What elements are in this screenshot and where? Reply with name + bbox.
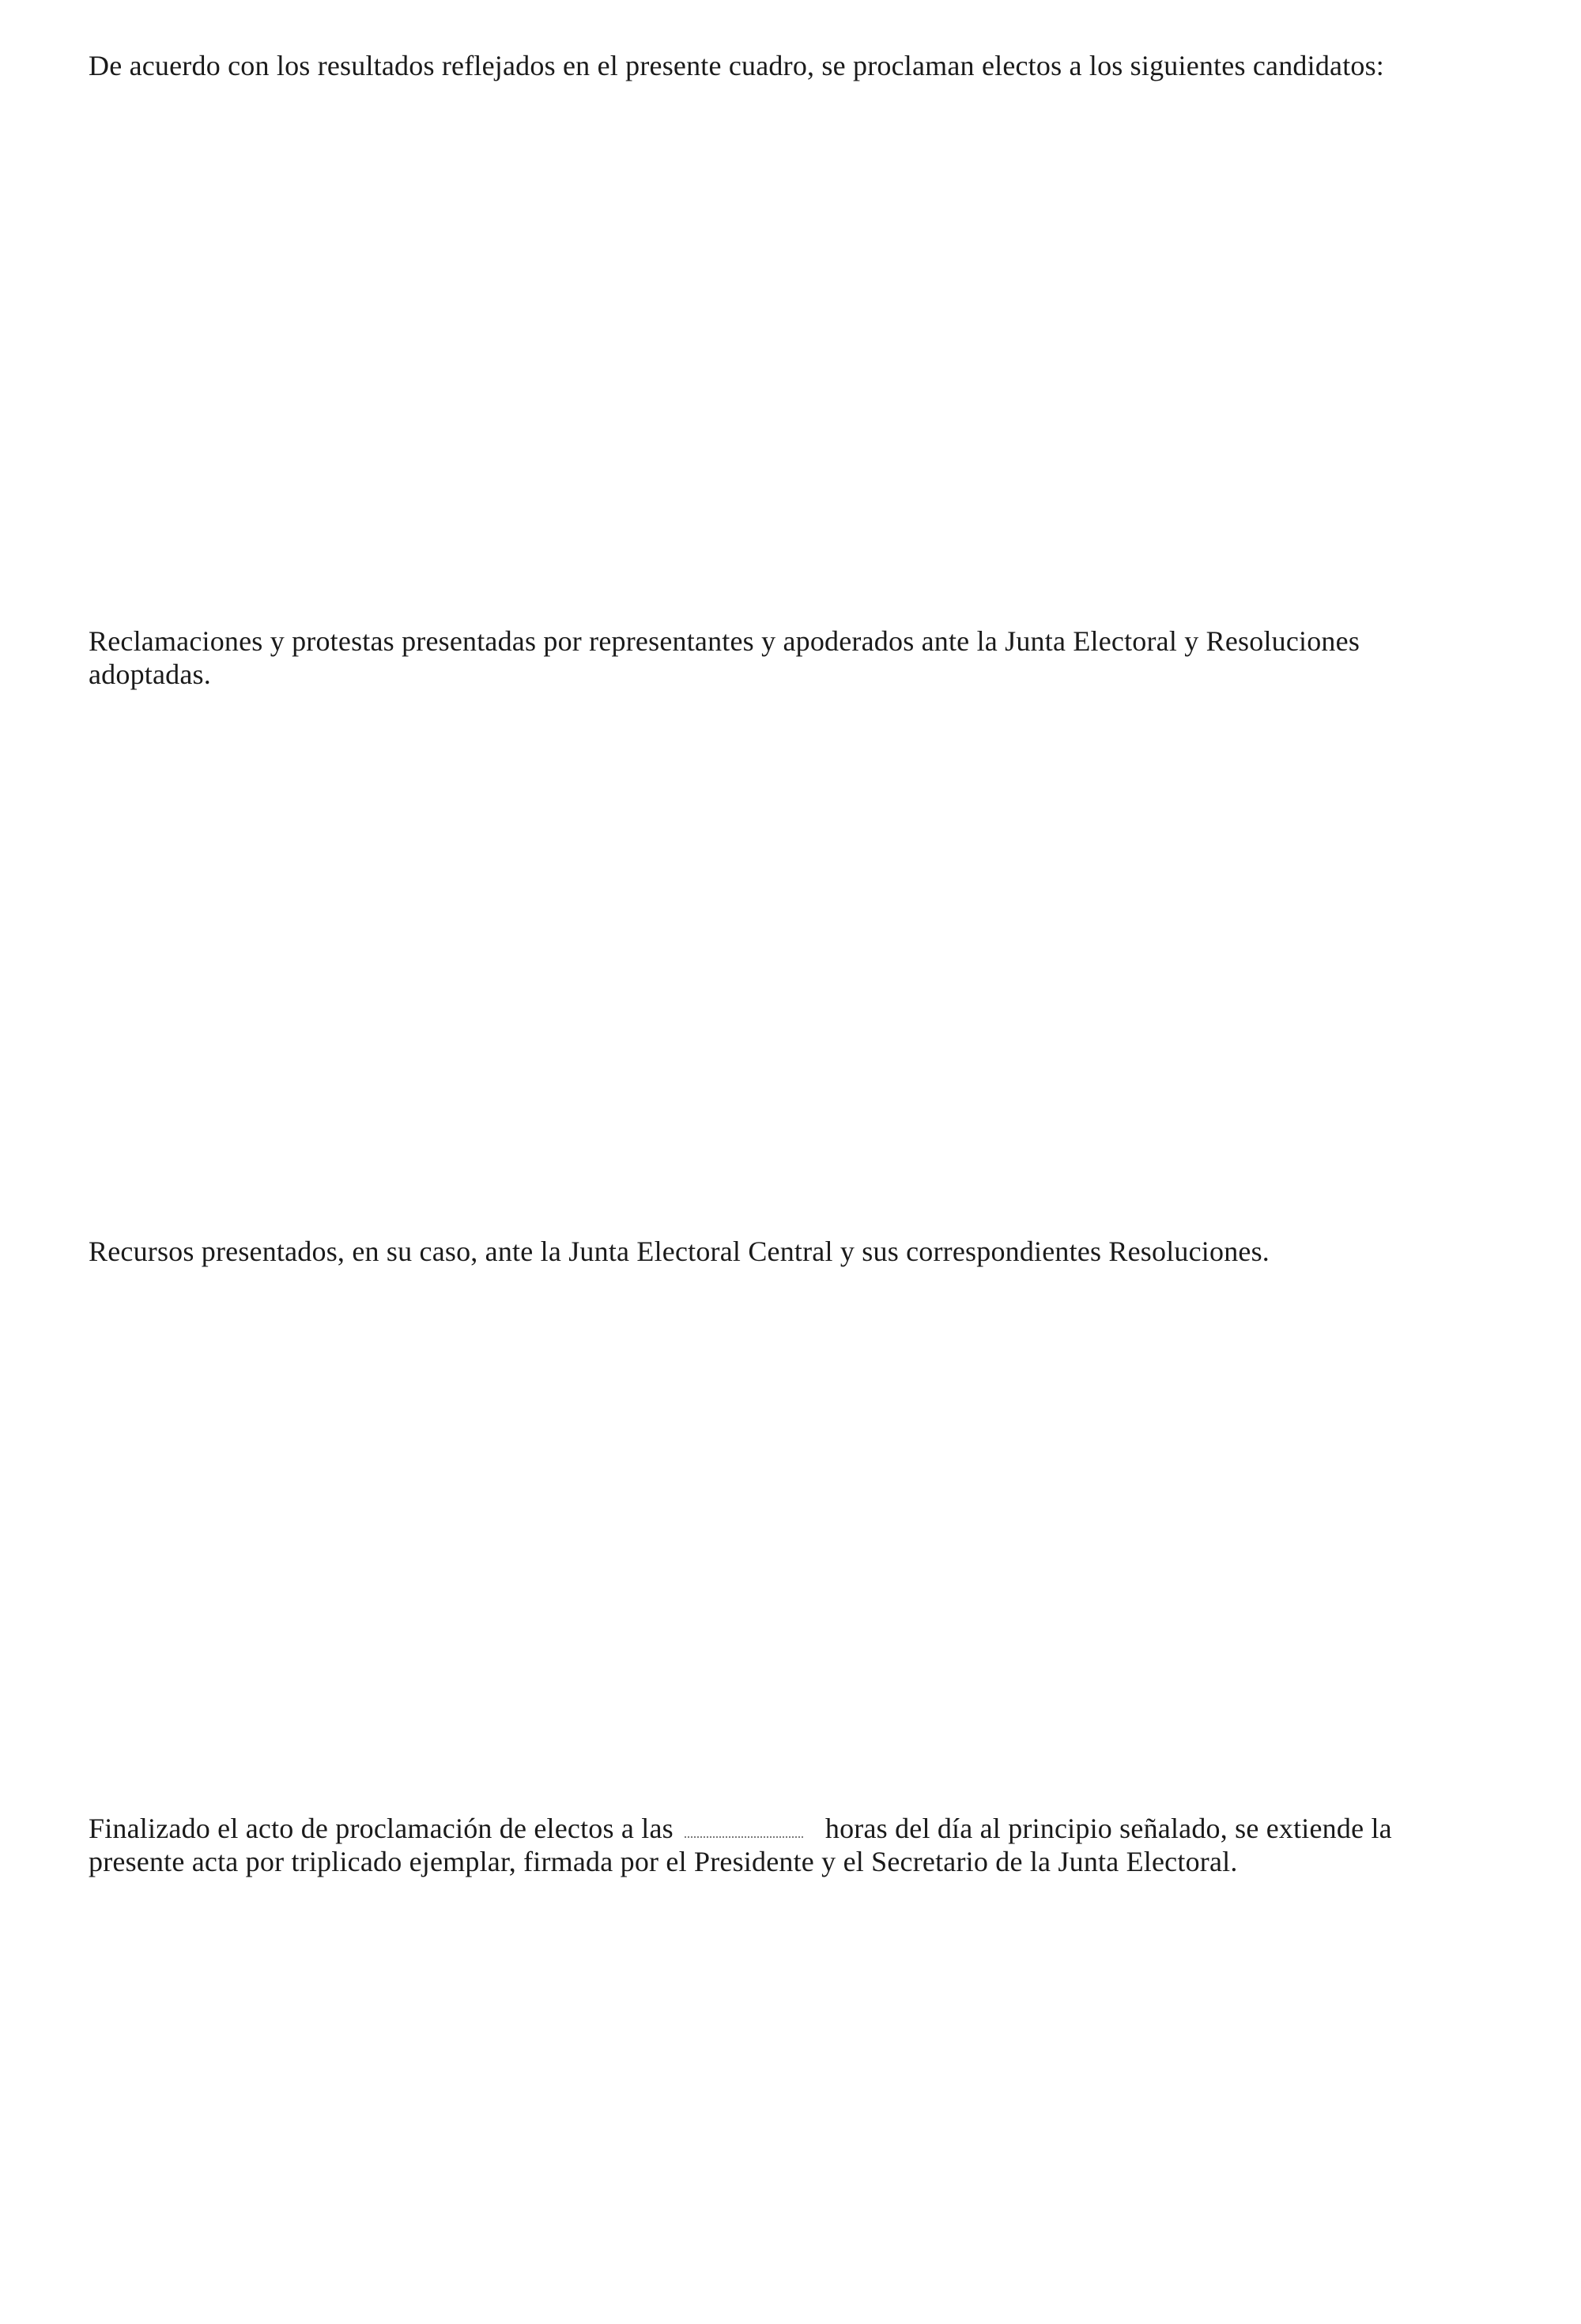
claims-text-line-2: adoptadas.: [89, 658, 211, 690]
claims-paragraph: [89, 624, 1448, 691]
closing-text-line-1: [89, 1812, 1448, 1845]
proclamation-intro-text: De acuerdo con los resultados reflejados en el presente cuadro, se proclaman electos a los siguientes candidatos:: [89, 50, 1385, 81]
closing-text-before-blank: Finalizado el acto de proclamación de electos a las: [89, 1813, 674, 1844]
hours-blank-field: [685, 1820, 803, 1838]
closing-paragraph: [89, 1812, 1448, 1878]
appeals-text: Recursos presentados, en su caso, ante la Junta Electoral Central y sus correspondientes Resoluciones.: [89, 1236, 1270, 1267]
closing-text-after-blank: horas del día al principio señalado, se extiende la: [824, 1813, 1392, 1844]
appeals-paragraph: [89, 1235, 1448, 1268]
proclamation-intro-paragraph: [89, 49, 1448, 82]
closing-text-line-2: presente acta por triplicado ejemplar, firmada por el Presidente y el Secretario de la Junta Electoral.: [89, 1846, 1238, 1877]
claims-text-line-1: Reclamaciones y protestas presentadas por representantes y apoderados ante la Junta Electoral y Resoluciones: [89, 625, 1360, 657]
